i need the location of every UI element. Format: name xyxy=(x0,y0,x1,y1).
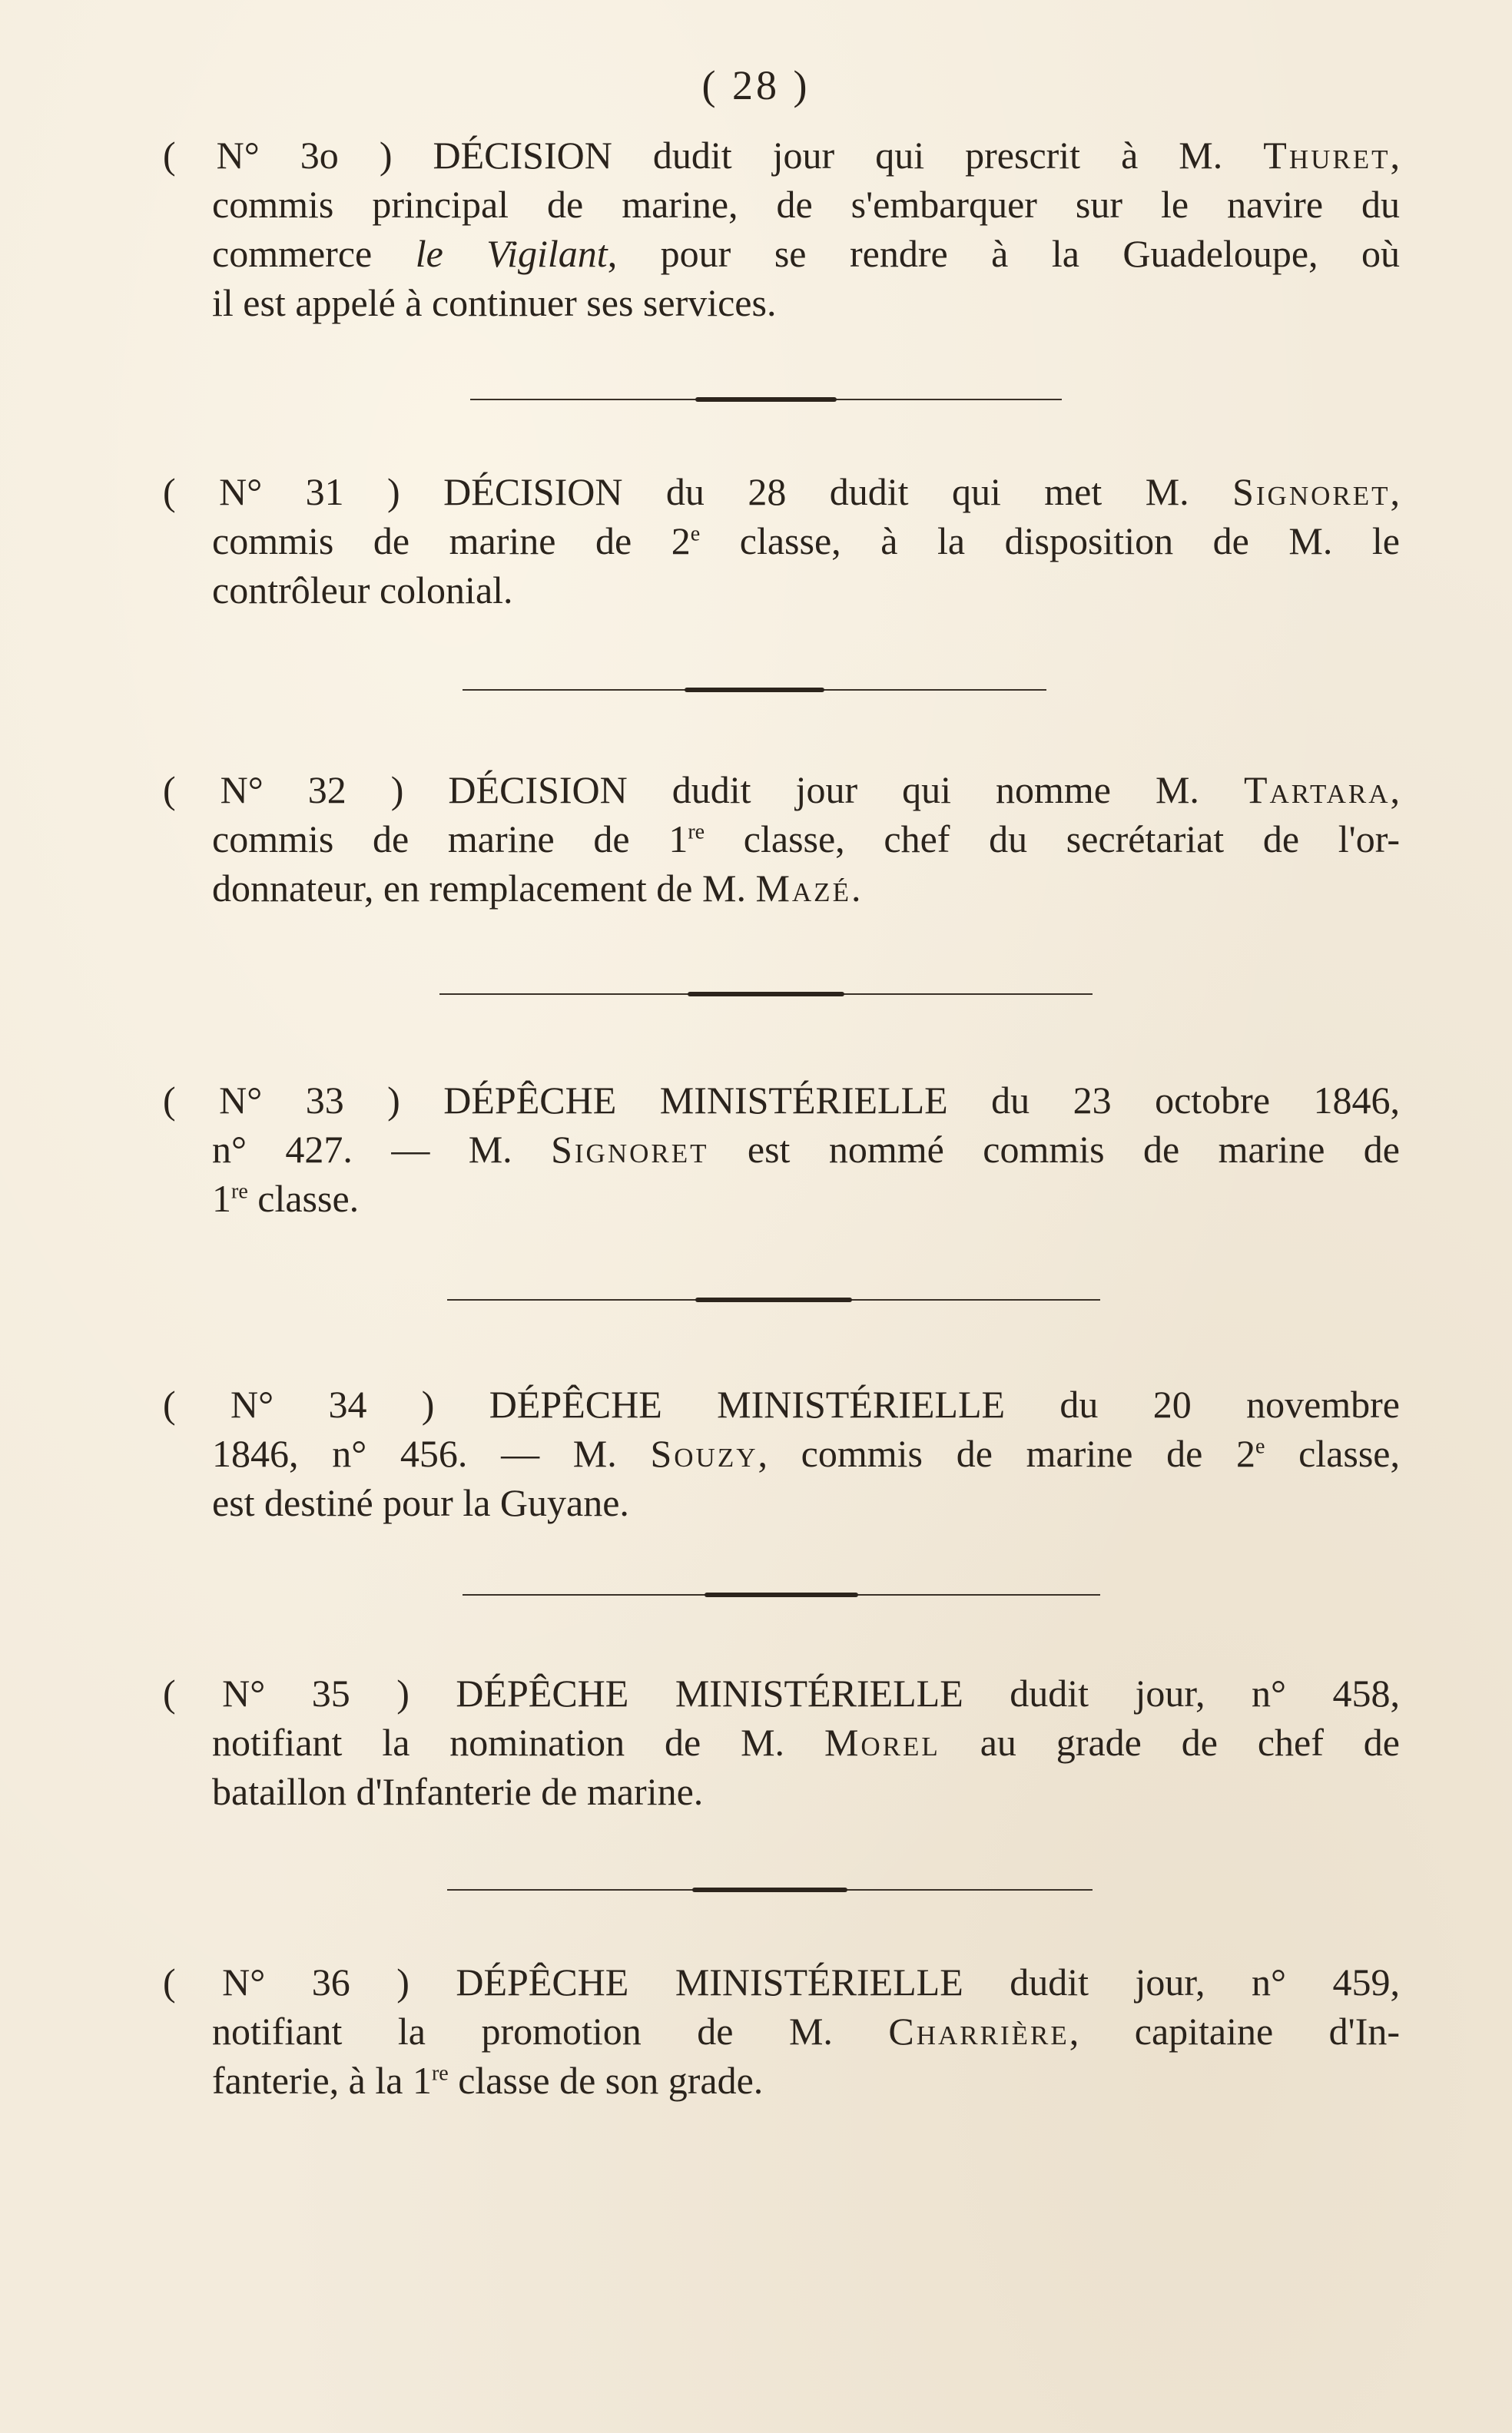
page-number: ( 28 ) xyxy=(701,62,811,108)
entry-line xyxy=(163,2056,1400,2105)
entry-line xyxy=(163,131,1400,180)
ordinal-suffix: re xyxy=(231,1179,248,1204)
text-run: au grade de chef de xyxy=(940,1721,1400,1764)
entry-32 xyxy=(163,765,1400,913)
text-run: notifiant la promotion de M. xyxy=(212,2010,889,2053)
person-name: Thuret xyxy=(1263,134,1391,177)
text-run: . xyxy=(850,867,861,910)
separator-rule xyxy=(463,1592,1100,1598)
text-run: ( N° 36 ) DÉPÊCHE MINISTÉRIELLE dudit jour, n° 459, xyxy=(163,1961,1400,2004)
text-run: ( N° 35 ) DÉPÊCHE MINISTÉRIELLE dudit jour, n° 458, xyxy=(163,1672,1400,1715)
text-run: fanterie, à la 1 xyxy=(212,2059,432,2102)
entry-line xyxy=(163,1125,1400,1174)
entry-30 xyxy=(163,131,1400,327)
entry-33 xyxy=(163,1076,1400,1223)
person-name: Morel xyxy=(824,1721,940,1764)
entry-line xyxy=(163,180,1400,229)
separator-rule xyxy=(447,1887,1093,1893)
text-run: , xyxy=(1390,134,1400,177)
entry-line xyxy=(163,863,1400,913)
entry-line xyxy=(163,1767,1400,1816)
person-name: Signoret xyxy=(1232,470,1391,513)
text-run: commis de marine de 1 xyxy=(212,817,688,860)
text-run: est nommé commis de marine de xyxy=(708,1128,1401,1171)
person-name: Souzy xyxy=(650,1432,758,1475)
text-run: contrôleur colonial. xyxy=(212,568,513,612)
text-run: 1 xyxy=(212,1177,231,1220)
entry-36 xyxy=(163,1957,1400,2105)
text-run: commis de marine de 2 xyxy=(212,519,691,562)
person-name: Mazé xyxy=(755,867,851,910)
entry-line xyxy=(163,1669,1400,1718)
text-run: classe, à la disposition de M. le xyxy=(700,519,1400,562)
entry-line xyxy=(163,1380,1400,1429)
text-run: classe de son grade. xyxy=(448,2059,764,2102)
text-run: , capitaine d'In- xyxy=(1069,2010,1400,2053)
ordinal-suffix: e xyxy=(690,522,701,546)
text-run: classe, chef du secrétariat de l'or- xyxy=(705,817,1400,860)
entry-line xyxy=(163,1174,1400,1223)
ship-name: le Vigilant xyxy=(415,232,608,275)
text-run: ( N° 3o ) DÉCISION dudit jour qui prescrit à M. xyxy=(163,134,1264,177)
entry-line xyxy=(163,516,1400,565)
separator-rule xyxy=(439,991,1093,997)
text-run: , pour se rendre à la Guadeloupe, où xyxy=(607,232,1401,275)
person-name: Charrière xyxy=(888,2010,1069,2053)
entry-line xyxy=(163,1076,1400,1125)
text-run: ( N° 31 ) DÉCISION du 28 dudit qui met M. xyxy=(163,470,1233,513)
entry-line xyxy=(163,1429,1400,1478)
entry-31 xyxy=(163,467,1400,615)
entry-line xyxy=(163,467,1400,516)
text-run: commerce xyxy=(212,232,416,275)
entry-34 xyxy=(163,1380,1400,1527)
entry-line xyxy=(163,1957,1400,2007)
text-run: ( N° 33 ) DÉPÊCHE MINISTÉRIELLE du 23 octobre 1846, xyxy=(163,1079,1400,1122)
entry-line xyxy=(163,565,1400,615)
entry-line xyxy=(163,814,1400,863)
text-run: ( N° 32 ) DÉCISION dudit jour qui nomme M. xyxy=(163,768,1244,811)
text-run: , xyxy=(1390,470,1400,513)
text-run: commis principal de marine, de s'embarquer sur le navire du xyxy=(212,183,1400,226)
entry-line xyxy=(163,765,1400,814)
text-run: notifiant la nomination de M. xyxy=(212,1721,824,1764)
text-run: est destiné pour la Guyane. xyxy=(212,1481,629,1524)
text-run: , commis de marine de 2 xyxy=(758,1432,1255,1475)
entry-35 xyxy=(163,1669,1400,1816)
entry-line xyxy=(163,2007,1400,2056)
ordinal-suffix: re xyxy=(431,2061,449,2086)
separator-rule xyxy=(463,687,1046,693)
text-run: ( N° 34 ) DÉPÊCHE MINISTÉRIELLE du 20 novembre xyxy=(163,1383,1400,1426)
entry-line xyxy=(163,229,1400,278)
entry-line xyxy=(163,1718,1400,1767)
text-run: donnateur, en remplacement de M. xyxy=(212,867,756,910)
ordinal-suffix: e xyxy=(1255,1434,1265,1459)
person-name: Signoret xyxy=(551,1128,709,1171)
text-run: bataillon d'Infanterie de marine. xyxy=(212,1770,704,1813)
person-name: Tartara xyxy=(1243,768,1391,811)
entry-line xyxy=(163,1478,1400,1527)
text-run: classe. xyxy=(247,1177,360,1220)
text-run: , xyxy=(1390,768,1400,811)
ordinal-suffix: re xyxy=(688,820,705,844)
text-run: il est appelé à continuer ses services. xyxy=(212,281,777,324)
text-run: 1846, n° 456. — M. xyxy=(212,1432,651,1475)
separator-rule xyxy=(470,396,1062,403)
text-run: n° 427. — M. xyxy=(212,1128,552,1171)
text-run: classe, xyxy=(1265,1432,1401,1475)
entry-line xyxy=(163,278,1400,327)
separator-rule xyxy=(447,1297,1100,1303)
